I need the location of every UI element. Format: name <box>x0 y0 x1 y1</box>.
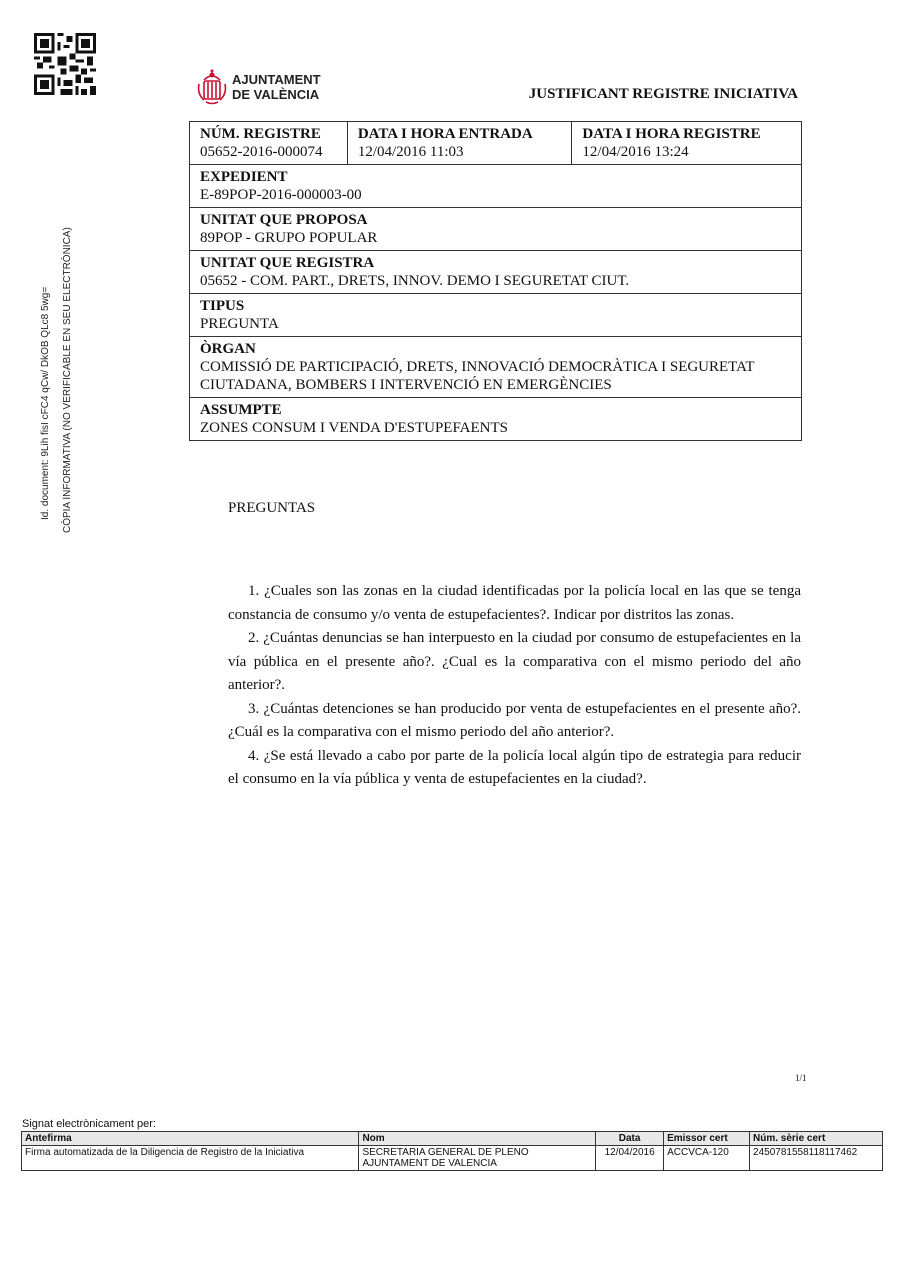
column-header: Núm. sèrie cert <box>750 1132 883 1146</box>
field-value: 12/04/2016 11:03 <box>357 144 464 160</box>
antefirma-cell: Firma automatizada de la Diligencia de Registro de la Iniciativa <box>22 1146 359 1171</box>
field-value: 05652 - COM. PART., DRETS, INNOV. DEMO I SEGURETAT CIUT. <box>200 273 630 289</box>
table-row <box>190 337 802 398</box>
organ-cell <box>190 337 802 398</box>
field-label: EXPEDIENT <box>200 169 288 185</box>
coat-of-arms-icon <box>196 68 228 106</box>
unitat-registra-cell <box>190 251 802 294</box>
field-label: TIPUS <box>200 298 245 314</box>
document-id: Id. document: 9Lih fisI cFC4 qCw/ DkOB QLc8 5wg= <box>40 286 51 520</box>
questions-list <box>228 580 801 792</box>
record-table <box>189 121 802 441</box>
expedient-cell <box>190 165 802 208</box>
field-label: UNITAT QUE REGISTRA <box>200 255 375 271</box>
field-value: 89POP - GRUPO POPULAR <box>200 230 378 246</box>
data-registre-cell <box>572 122 802 165</box>
column-header: Data <box>596 1132 664 1146</box>
document-title: JUSTIFICANT REGISTRE INICIATIVA <box>528 86 798 102</box>
tipus-cell <box>190 294 802 337</box>
question-item: 4. ¿Se está llevado a cabo por parte de la policía local algún tipo de estrategia para reducir el consumo en la vía pública y venta de estupefacientes en la ciudad?. <box>228 747 801 787</box>
question-item: 2. ¿Cuántas denuncias se han interpuesto en la ciudad por consumo de estupefacientes en la vía pública en el presente año?. ¿Cual es la comparativa con el mismo periodo del año anterior?. <box>228 630 801 693</box>
section-heading: PREGUNTAS <box>228 500 316 516</box>
nom-cell <box>359 1146 596 1171</box>
data-cell: 12/04/2016 <box>596 1146 664 1171</box>
table-row <box>22 1146 883 1171</box>
serie-cell: 2450781558118117462 <box>750 1146 883 1171</box>
field-value: 12/04/2016 13:24 <box>582 144 689 160</box>
field-label: UNITAT QUE PROPOSA <box>200 212 368 228</box>
city-logo <box>196 68 321 106</box>
question-item: 1. ¿Cuales son las zonas en la ciudad identificadas por la policía local en las que se tenga constancia de consumo y/o venta de estupefacientes?. Indicar por distritos las zonas. <box>228 583 801 623</box>
table-row <box>190 398 802 441</box>
page-number: 1/1 <box>795 1073 807 1083</box>
column-header: Antefirma <box>22 1132 359 1146</box>
qr-code <box>34 33 96 95</box>
field-label: DATA I HORA ENTRADA <box>357 126 533 142</box>
nom-line: AJUNTAMENT DE VALENCIA <box>362 1158 497 1169</box>
column-header: Nom <box>359 1132 596 1146</box>
unitat-proposa-cell <box>190 208 802 251</box>
field-value: PREGUNTA <box>200 316 279 332</box>
column-header: Emissor cert <box>664 1132 750 1146</box>
field-value: 05652-2016-000074 <box>200 144 323 160</box>
question-item: 3. ¿Cuántas detenciones se han producido por venta de estupefacientes en el presente año?. ¿Cuál es la comparativa con el mismo periodo del año anterior?. <box>228 700 801 740</box>
field-value: ZONES CONSUM I VENDA D'ESTUPEFAENTS <box>200 420 509 436</box>
data-entrada-cell <box>347 122 572 165</box>
emissor-cell: ACCVCA-120 <box>664 1146 750 1171</box>
table-row <box>190 294 802 337</box>
field-label: DATA I HORA REGISTRE <box>582 126 761 142</box>
field-value: E-89POP-2016-000003-00 <box>200 187 362 203</box>
table-header-row <box>22 1132 883 1146</box>
field-label: ÒRGAN <box>200 341 256 357</box>
field-label: NÚM. REGISTRE <box>200 126 321 142</box>
table-row <box>190 122 802 165</box>
copy-notice: CÒPIA INFORMATIVA (NO VERIFICABLE EN SEU ELECTRÒNICA) <box>62 227 73 533</box>
assumpte-cell <box>190 398 802 441</box>
field-label: ASSUMPTE <box>200 402 282 418</box>
nom-line: SECRETARIA GENERAL DE PLENO <box>362 1147 529 1158</box>
signed-label: Signat electrònicament per: <box>22 1118 156 1130</box>
table-row <box>190 251 802 294</box>
logo-line-2: DE VALÈNCIA <box>232 87 320 102</box>
field-value: COMISSIÓ DE PARTICIPACIÓ, DRETS, INNOVACIÓ DEMOCRÀTICA I SEGURETAT CIUTADANA, BOMBERS I INTERVENCIÓ EN EMERGÈNCIES <box>200 359 755 393</box>
signature-table <box>21 1131 883 1171</box>
table-row <box>190 165 802 208</box>
table-row <box>190 208 802 251</box>
num-registre-cell <box>190 122 348 165</box>
logo-line-1: AJUNTAMENT <box>232 72 321 87</box>
